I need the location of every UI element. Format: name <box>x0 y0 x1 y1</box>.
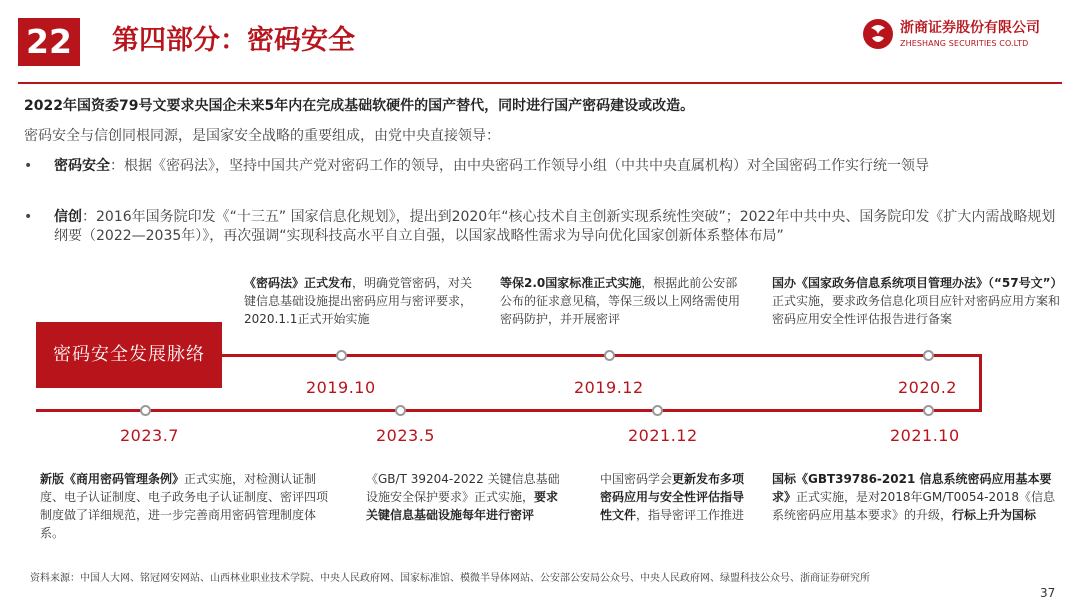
bullet-text <box>54 208 1064 246</box>
intro-statement: 密码安全与信创同根同源，是国家安全战略的重要组成，由党中央直接领导： <box>24 128 500 144</box>
timeline-event-2019-12 <box>500 274 744 328</box>
page-section-badge: 22 <box>18 18 80 66</box>
lead-statement: 2022年国资委79号文要求央国企未来5年内在完成基础软硬件的国产替代，同时进行国产密码建设或改造。 <box>24 98 695 114</box>
event-highlight: 国标《GBT39786-2021 信息系统密码应用基本要求》 <box>772 472 1052 504</box>
event-text: 正式实施，对检测认证制度、电子认证制度、电子政务电子认证制度、密评四项制度做了详细规范，进一步完善商用密码管理制度体系。 <box>40 472 329 540</box>
page-number: 37 <box>1040 586 1056 600</box>
timeline-event-2023-5 <box>366 470 568 524</box>
timeline-node-2019-10 <box>336 350 347 361</box>
timeline-lower-line <box>36 409 982 412</box>
event-text: 正式实施，是对2018年GM/T0054-2018《信息系统密码应用基本要求》的升级， <box>772 490 1055 522</box>
timeline-date-2021-12: 2021.12 <box>628 426 698 445</box>
timeline-date-2021-10: 2021.10 <box>890 426 960 445</box>
bullet-marker: • <box>24 209 33 225</box>
bullet-text <box>54 157 1064 176</box>
timeline-date-2019-12: 2019.12 <box>574 378 644 397</box>
timeline-event-2021-12 <box>600 470 750 524</box>
event-highlight: 等保2.0国家标准正式实施 <box>500 276 642 290</box>
timeline-event-2019-10 <box>244 274 476 328</box>
timeline-date-2023-5: 2023.5 <box>376 426 435 445</box>
source-note: 资料来源：中国人大网、铭冠网安网站、山西林业职业技术学院、中央人民政府网、国家标准馆、模微半导体网站、公安部公安局公众号、中央人民政府网、绿盟科技公众号、浙商证券研究所 <box>30 573 870 584</box>
timeline-event-2020-2 <box>772 274 1062 328</box>
event-highlight: 新版《商用密码管理条例》 <box>40 472 185 486</box>
timeline-node-2021-10 <box>923 405 934 416</box>
event-text: ，指导密评工作推进 <box>636 508 745 522</box>
event-highlight: 国办《国家政务信息系统项目管理办法》（“57号文”） <box>772 276 1063 290</box>
timeline-date-2020-2: 2020.2 <box>898 378 957 397</box>
event-text: ，明确党管密码，对关键信息基础设施提出密码应用与密评要求，2020.1.1正式开始实施 <box>244 276 473 326</box>
event-highlight: 《密码法》正式发布 <box>244 276 353 290</box>
page-title: 第四部分：密码安全 <box>112 25 355 56</box>
event-text: ，根据此前公安部公布的征求意见稿，等保三级以上网络需使用密码防护，并开展密评 <box>500 276 741 326</box>
event-prefix: 中国密码学会 <box>600 472 673 486</box>
event-text: 正式实施，要求政务信息化项目应针对密码应用方案和密码应用安全性评估报告进行备案 <box>772 294 1061 326</box>
bullet-marker: • <box>24 158 33 174</box>
bullet-key: 密码安全 <box>54 158 110 174</box>
brand-logo-block <box>862 18 1062 58</box>
bullet-key: 信创 <box>54 209 82 225</box>
timeline-date-2019-10: 2019.10 <box>306 378 376 397</box>
timeline-date-2023-7: 2023.7 <box>120 426 179 445</box>
timeline-event-2021-10 <box>772 470 1062 524</box>
brand-name-en: ZHESHANG SECURITIES CO.LTD <box>900 39 1029 48</box>
company-logo-icon <box>862 18 894 50</box>
timeline-node-2023-5 <box>395 405 406 416</box>
timeline-title-box: 密码安全发展脉络 <box>36 322 222 388</box>
event-highlight: 要求关键信息基础设施每年进行密评 <box>366 490 559 522</box>
timeline-event-2023-7 <box>40 470 338 542</box>
timeline-node-2021-12 <box>652 405 663 416</box>
timeline-node-2019-12 <box>604 350 615 361</box>
header-divider <box>18 82 1062 84</box>
event-prefix: 《GB/T 39204-2022 关键信息基础设施安全保护要求》正式实施， <box>366 472 560 504</box>
bullet-body: ：2016年国务院印发《“十三五” 国家信息化规划》，提出到2020年“核心技术自主创新实现系统性突破”；2022年中共中央、国务院印发《扩大内需战略规划纲要（2022—2035年）》，再次强调“实现科技高水平自立自强，以国家战略性需求为导向优化国家创新体系整体布局” <box>54 209 1056 244</box>
timeline-node-2023-7 <box>140 405 151 416</box>
event-highlight-2: 行标上升为国标 <box>952 508 1037 522</box>
event-highlight: 更新发布多项密码应用与安全性评估指导性文件 <box>600 472 745 522</box>
timeline-node-2020-2 <box>923 350 934 361</box>
brand-name-cn: 浙商证券股份有限公司 <box>900 20 1040 36</box>
bullet-body: ：根据《密码法》，坚持中国共产党对密码工作的领导，由中央密码工作领导小组（中共中央直属机构）对全国密码工作实行统一领导 <box>110 158 929 174</box>
timeline-right-connector <box>979 354 982 412</box>
